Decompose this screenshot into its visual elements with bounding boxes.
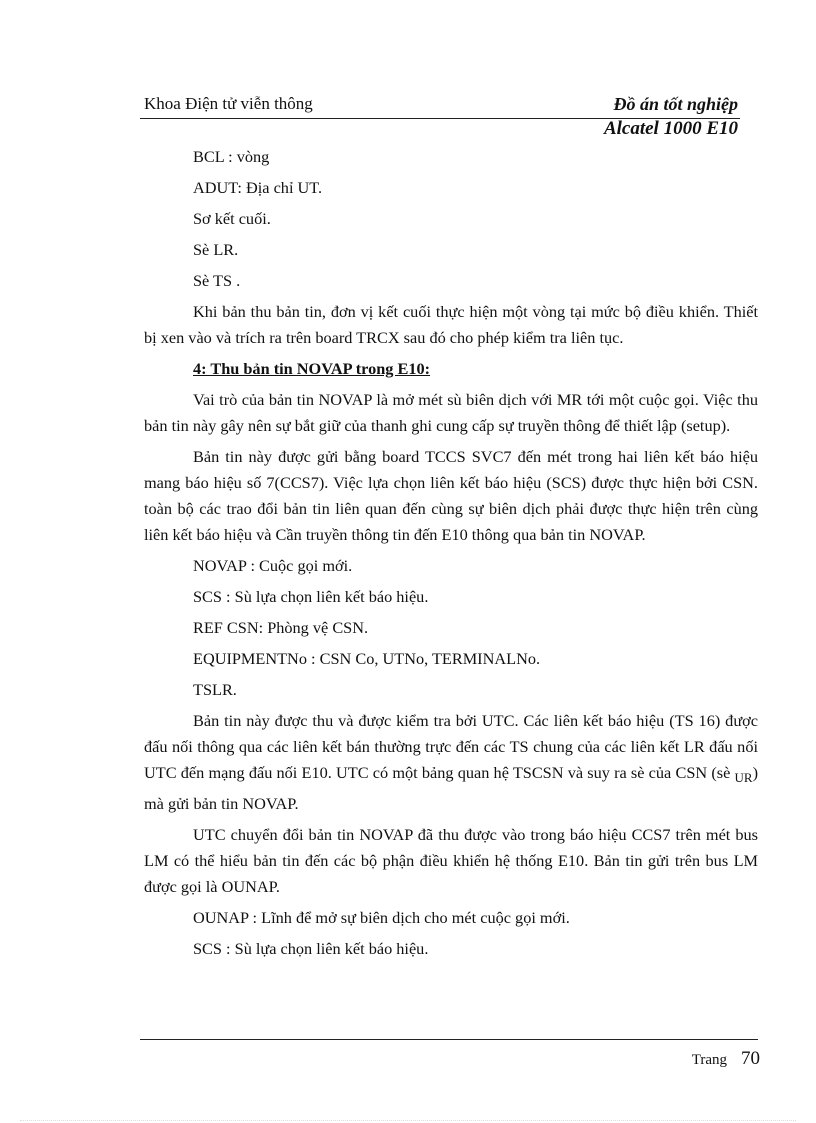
line-terminal: Sơ kết cuối. — [193, 209, 271, 228]
line-bcl: BCL : vòng — [193, 147, 270, 166]
page-footer — [692, 1048, 760, 1070]
section-heading: 4: Thu bản tin NOVAP trong E10: — [193, 359, 431, 378]
page-number: 70 — [741, 1048, 760, 1069]
line-novap: NOVAP : Cuộc gọi mới. — [193, 556, 353, 575]
header-department: Khoa Điện tử viễn thông — [144, 94, 313, 113]
page-body — [144, 144, 758, 967]
line-equipment: EQUIPMENTNo : CSN Co, UTNo, TERMINALNo. — [193, 649, 541, 668]
line-ounap: OUNAP : Lĩnh để mở sự biên dịch cho mét cuộc gọi mới. — [193, 908, 570, 927]
header-subtitle: Alcatel 1000 E10 — [603, 118, 738, 139]
line-tslr: TSLR. — [193, 680, 237, 699]
paragraph-4 — [144, 708, 758, 817]
paragraph-5: UTC chuyển đổi bản tin NOVAP đã thu được vào trong báo hiệu CCS7 trên mét bus LM có thể hiểu bản tin đến các bộ phận điều khiển hệ thống E10. Bản tin gửi trên bus LM được gọi là OUNAP. — [144, 825, 758, 896]
footer-label: Trang — [691, 1052, 727, 1068]
line-scs-2: SCS : Sù lựa chọn liên kết báo hiệu. — [193, 939, 429, 958]
paragraph-4-subscript: UR — [734, 770, 753, 785]
page-edge-divider — [20, 1120, 796, 1121]
line-scs: SCS : Sù lựa chọn liên kết báo hiệu. — [193, 587, 429, 606]
paragraph-4-end: ) mà gửi bản tin NOVAP. — [144, 763, 758, 813]
paragraph-3: Bản tin này được gửi bằng board TCCS SVC7 đến mét trong hai liên kết báo hiệu mang báo hiệu số 7(CCS7). Việc lựa chọn liên kết báo hiệu (SCS) được thực hiện bởi CSN. toàn bộ các trao đổi bản tin liên quan đến cùng sự biên dịch phải được thực hiện trên cùng liên kết báo hiệu và Cần truyền thông tin đến E10 thông qua bản tin NOVAP. — [144, 447, 758, 544]
line-adut: ADUT: Địa chỉ UT. — [193, 178, 323, 197]
line-lr: Sè LR. — [193, 240, 239, 259]
paragraph-4-text: Bản tin này được thu và được kiểm tra bởi UTC. Các liên kết báo hiệu (TS 16) được đấu nối thông qua các liên kết bán thường trực đến các TS chung của các liên kết LR đấu nối UTC đến mạng đấu nối E10. UTC có một bảng quan hệ TSCSN và suy ra sè của CSN (sè — [144, 711, 758, 782]
paragraph-1: Khi bản thu bản tin, đơn vị kết cuối thực hiện một vòng tại mức bộ điều khiển. Thiết bị xen vào và trích ra trên board TRCX sau đó cho phép kiểm tra liên tục. — [144, 302, 758, 347]
footer-rule — [140, 1039, 758, 1040]
line-ref-csn: REF CSN: Phòng vệ CSN. — [193, 618, 369, 637]
paragraph-2: Vai trò của bản tin NOVAP là mở mét sù biên dịch với MR tới một cuộc gọi. Việc thu bản tin này gây nên sự bắt giữ của thanh ghi cung cấp sự truyền thông để thiết lập (setup). — [144, 390, 758, 435]
line-ts: Sè TS . — [193, 271, 241, 290]
header-thesis-title: Đồ án tốt nghiệp — [613, 94, 738, 114]
